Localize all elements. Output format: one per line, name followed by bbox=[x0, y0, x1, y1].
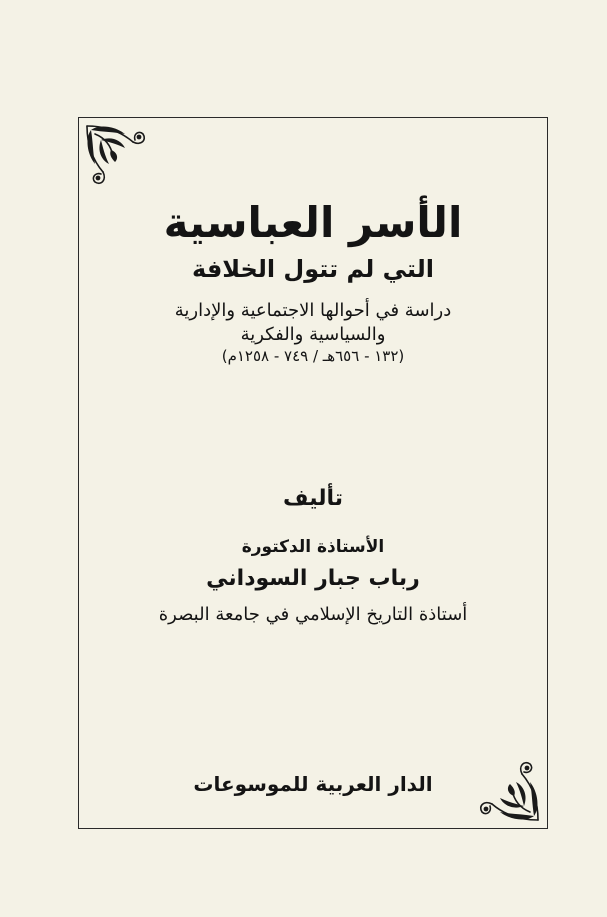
book-title: الأسر العباسية bbox=[163, 198, 463, 247]
author-name: رباب جبار السوداني bbox=[206, 566, 420, 591]
book-description-line-1: دراسة في أحوالها الاجتماعية والإدارية bbox=[174, 300, 452, 321]
author-affiliation: أستاذة التاريخ الإسلامي في جامعة البصرة bbox=[158, 604, 468, 625]
book-date-range: (١٣٢ - ٦٥٦هـ / ٧٤٩ - ١٢٥٨م) bbox=[221, 347, 405, 365]
author-label: تأليف bbox=[283, 486, 343, 511]
publisher-name: الدار العربية للموسوعات bbox=[193, 772, 433, 796]
floral-ornament-icon bbox=[81, 120, 151, 190]
book-subtitle: التي لم تتول الخلافة bbox=[192, 255, 434, 283]
author-title: الأستاذة الدكتورة bbox=[241, 537, 385, 557]
book-description-line-2: والسياسية والفكرية bbox=[240, 324, 386, 345]
